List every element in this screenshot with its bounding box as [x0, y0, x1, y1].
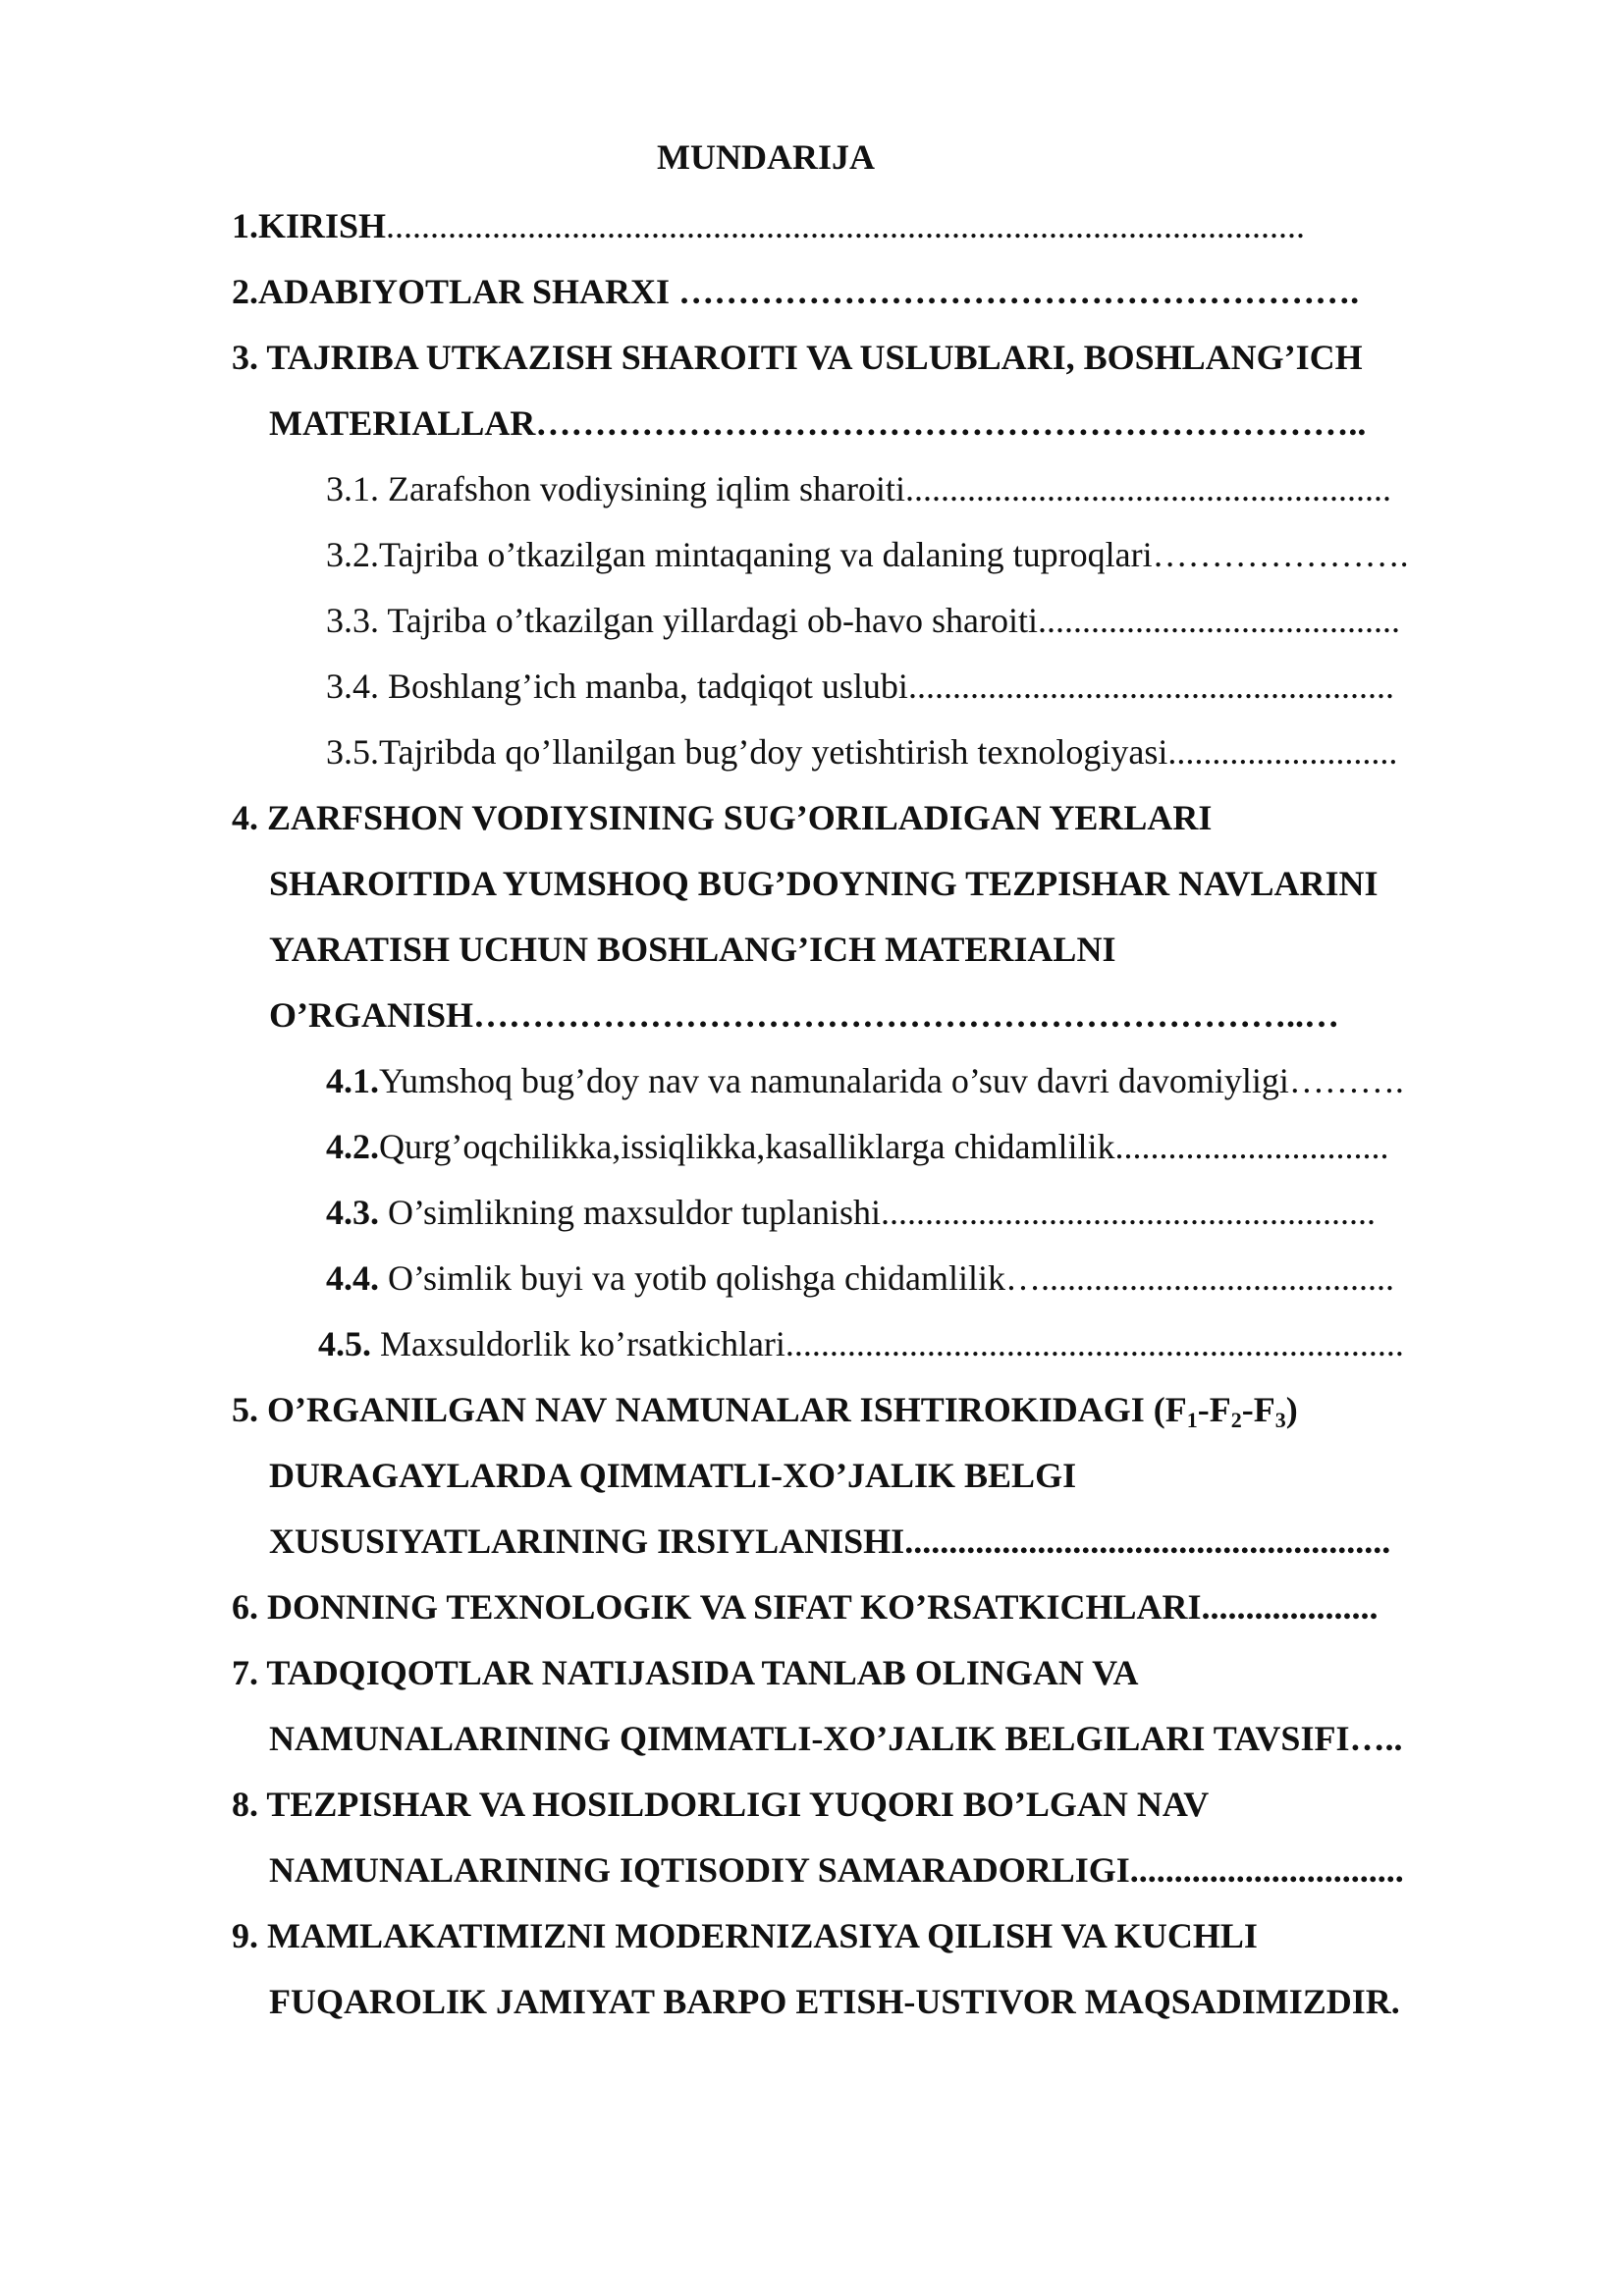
toc-entry-tajriba: 3. TAJRIBA UTKAZISH SHAROITI VA USLUBLARI, BOSHLANG’ICH: [232, 338, 1363, 377]
toc-subentry-3-3: 3.3. Tajriba o’tkazilgan yillardagi ob-havo sharoiti.........................................: [326, 601, 1400, 640]
toc-entry-organilgan: 5. O’RGANILGAN NAV NAMUNALAR ISHTIROKIDAGI $(F_1-F_2-F_3)$: [232, 1390, 1298, 1432]
toc-entry-zarfshon-cont-1: SHAROITIDA YUMSHOQ BUG’DOYNING TEZPISHAR NAVLARINI: [269, 864, 1379, 903]
toc-subentry-4-5: 4.5. Maxsuldorlik ko’rsatkichlari......................................................................: [318, 1324, 1404, 1363]
toc-entry-adabiyotlar: 2.ADABIYOTLAR SHARXI ………………………………………………….: [232, 272, 1360, 311]
toc-subentry-4-2: 4.2.Qurg’oqchilikka,issiqlikka,kasalliklarga chidamlilik...............................: [326, 1127, 1389, 1166]
toc-entry-zarfshon-cont-3: O’RGANISH……………………………………………………………..…: [269, 995, 1340, 1035]
toc-entry-tadqiqotlar-cont: NAMUNALARINING QIMMATLI-XO’JALIK BELGILARI TAVSIFI…..: [269, 1719, 1403, 1758]
toc-entry-organilgan-cont-2: XUSUSIYATLARINING IRSIYLANISHI.......................................................: [269, 1522, 1391, 1561]
toc-entry-tezpishar: 8. TEZPISHAR VA HOSILDORLIGI YUQORI BO’LGAN NAV: [232, 1785, 1210, 1824]
toc-entry-donning: 6. DONNING TEXNOLOGIK VA SIFAT KO’RSATKICHLARI....................: [232, 1587, 1379, 1627]
toc-entry-tajriba-cont: MATERIALLAR……………………………………………………………..: [269, 403, 1367, 443]
toc-subentry-3-5: 3.5.Tajribda qo’llanilgan bug’doy yetishtirish texnologiyasi..........................: [326, 732, 1398, 772]
toc-subentry-3-2: 3.2.Tajriba o’tkazilgan mintaqaning va dalaning tuproqlari………………….: [326, 535, 1409, 574]
toc-title: MUNDARIJA: [657, 137, 875, 177]
toc-subentry-3-1: 3.1. Zarafshon vodiysining iqlim sharoiti.......................................................: [326, 469, 1391, 508]
toc-subentry-4-4: 4.4. O’simlik buyi va yotib qolishga chidamlilik…........................................: [326, 1258, 1394, 1298]
toc-subentry-4-1: 4.1.Yumshoq bug’doy nav va namunalarida o’suv davri davomiyligi……….: [326, 1061, 1404, 1100]
toc-entry-kirish: 1.KIRISH........................................................................................................: [232, 206, 1306, 245]
toc-entry-organilgan-cont-1: DURAGAYLARDA QIMMATLI-XO’JALIK BELGI: [269, 1456, 1077, 1495]
toc-subentry-4-3: 4.3. O’simlikning maxsuldor tuplanishi........................................................: [326, 1193, 1376, 1232]
toc-subentry-3-4: 3.4. Boshlang’ich manba, tadqiqot uslubi.......................................................: [326, 667, 1394, 706]
toc-entry-tadqiqotlar: 7. TADQIQOTLAR NATIJASIDA TANLAB OLINGAN VA: [232, 1653, 1139, 1692]
toc-entry-zarfshon: 4. ZARFSHON VODIYSINING SUG’ORILADIGAN YERLARI: [232, 798, 1213, 837]
toc-entry-tezpishar-cont: NAMUNALARINING IQTISODIY SAMARADORLIGI...............................: [269, 1850, 1404, 1890]
toc-entry-mamlakatimizni: 9. MAMLAKATIMIZNI MODERNIZASIYA QILISH VA KUCHLI: [232, 1916, 1258, 1955]
toc-entry-mamlakatimizni-cont: FUQAROLIK JAMIYAT BARPO ETISH-USTIVOR MAQSADIMIZDIR.: [269, 1982, 1400, 2021]
toc-entry-zarfshon-cont-2: YARATISH UCHUN BOSHLANG’ICH MATERIALNI: [269, 930, 1116, 969]
